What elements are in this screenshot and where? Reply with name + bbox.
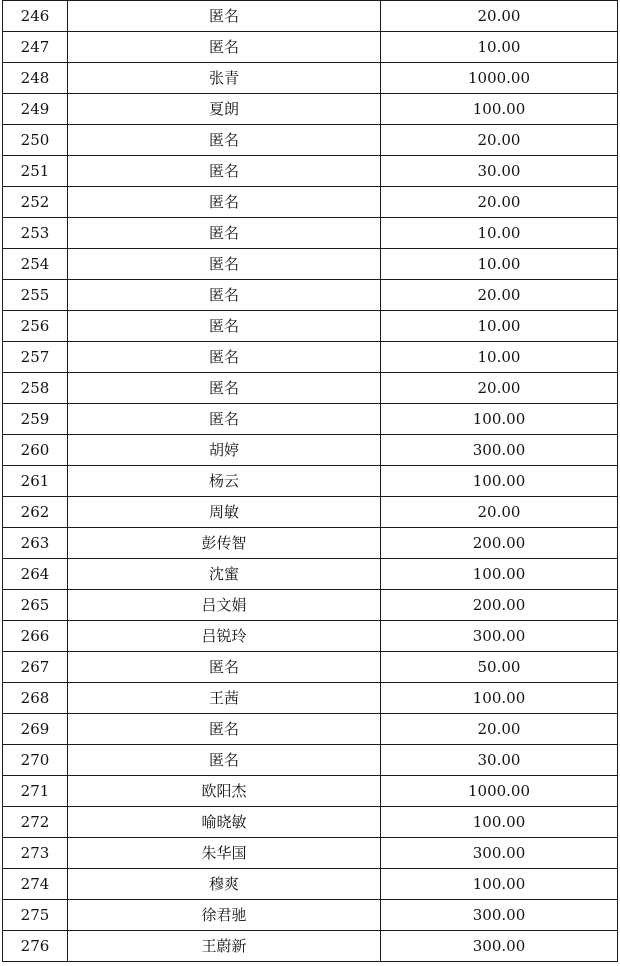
table-row [3, 187, 618, 218]
row-number-cell: 257 [3, 342, 68, 373]
row-number-cell: 273 [3, 838, 68, 869]
donor-name-cell: 徐君驰 [68, 900, 381, 931]
amount-cell: 10.00 [381, 311, 618, 342]
amount-cell: 20.00 [381, 714, 618, 745]
donor-name-cell: 匿名 [68, 218, 381, 249]
row-number-cell: 270 [3, 745, 68, 776]
amount-cell: 300.00 [381, 838, 618, 869]
donor-name-cell: 沈蜜 [68, 559, 381, 590]
table-row [3, 900, 618, 931]
donor-name-cell: 匿名 [68, 1, 381, 32]
donor-name-cell: 朱华国 [68, 838, 381, 869]
table-row [3, 125, 618, 156]
table-row [3, 652, 618, 683]
row-number-cell: 247 [3, 32, 68, 63]
table-row [3, 528, 618, 559]
donor-name-cell: 匿名 [68, 311, 381, 342]
amount-cell: 10.00 [381, 249, 618, 280]
row-number-cell: 271 [3, 776, 68, 807]
table-row [3, 466, 618, 497]
donor-name-cell: 匿名 [68, 249, 381, 280]
amount-cell: 100.00 [381, 869, 618, 900]
row-number-cell: 253 [3, 218, 68, 249]
donor-name-cell: 张青 [68, 63, 381, 94]
table-row [3, 94, 618, 125]
row-number-cell: 263 [3, 528, 68, 559]
table-row [3, 776, 618, 807]
amount-cell: 300.00 [381, 435, 618, 466]
donor-name-cell: 杨云 [68, 466, 381, 497]
donor-name-cell: 吕文娟 [68, 590, 381, 621]
row-number-cell: 252 [3, 187, 68, 218]
donor-name-cell: 王茜 [68, 683, 381, 714]
amount-cell: 100.00 [381, 466, 618, 497]
row-number-cell: 259 [3, 404, 68, 435]
amount-cell: 20.00 [381, 497, 618, 528]
donor-name-cell: 吕锐玲 [68, 621, 381, 652]
amount-cell: 100.00 [381, 683, 618, 714]
row-number-cell: 258 [3, 373, 68, 404]
donor-name-cell: 匿名 [68, 652, 381, 683]
amount-cell: 100.00 [381, 807, 618, 838]
amount-cell: 30.00 [381, 156, 618, 187]
table-row [3, 156, 618, 187]
amount-cell: 20.00 [381, 125, 618, 156]
amount-cell: 100.00 [381, 404, 618, 435]
donor-name-cell: 胡婷 [68, 435, 381, 466]
amount-cell: 30.00 [381, 745, 618, 776]
row-number-cell: 276 [3, 931, 68, 962]
table-row [3, 745, 618, 776]
table-row [3, 683, 618, 714]
table-row [3, 838, 618, 869]
table-row [3, 559, 618, 590]
table-row [3, 1, 618, 32]
row-number-cell: 269 [3, 714, 68, 745]
amount-cell: 10.00 [381, 218, 618, 249]
donor-name-cell: 匿名 [68, 714, 381, 745]
row-number-cell: 248 [3, 63, 68, 94]
donor-name-cell: 匿名 [68, 125, 381, 156]
row-number-cell: 255 [3, 280, 68, 311]
donor-name-cell: 匿名 [68, 187, 381, 218]
row-number-cell: 249 [3, 94, 68, 125]
donor-name-cell: 匿名 [68, 342, 381, 373]
row-number-cell: 251 [3, 156, 68, 187]
amount-cell: 300.00 [381, 931, 618, 962]
amount-cell: 200.00 [381, 528, 618, 559]
table-row [3, 218, 618, 249]
donation-table-body [3, 1, 618, 962]
amount-cell: 200.00 [381, 590, 618, 621]
row-number-cell: 274 [3, 869, 68, 900]
row-number-cell: 267 [3, 652, 68, 683]
row-number-cell: 265 [3, 590, 68, 621]
donor-name-cell: 周敏 [68, 497, 381, 528]
table-row [3, 807, 618, 838]
donor-name-cell: 匿名 [68, 32, 381, 63]
donation-list-sheet [2, 0, 614, 962]
row-number-cell: 254 [3, 249, 68, 280]
table-row [3, 621, 618, 652]
amount-cell: 20.00 [381, 373, 618, 404]
amount-cell: 20.00 [381, 187, 618, 218]
table-row [3, 931, 618, 962]
table-row [3, 342, 618, 373]
amount-cell: 10.00 [381, 32, 618, 63]
row-number-cell: 262 [3, 497, 68, 528]
table-row [3, 590, 618, 621]
amount-cell: 10.00 [381, 342, 618, 373]
table-row [3, 497, 618, 528]
table-row [3, 404, 618, 435]
donation-table [2, 0, 618, 962]
donor-name-cell: 穆爽 [68, 869, 381, 900]
amount-cell: 300.00 [381, 900, 618, 931]
amount-cell: 1000.00 [381, 63, 618, 94]
row-number-cell: 260 [3, 435, 68, 466]
donor-name-cell: 欧阳杰 [68, 776, 381, 807]
table-row [3, 714, 618, 745]
donor-name-cell: 匿名 [68, 373, 381, 404]
amount-cell: 20.00 [381, 1, 618, 32]
donor-name-cell: 匿名 [68, 156, 381, 187]
amount-cell: 100.00 [381, 94, 618, 125]
row-number-cell: 268 [3, 683, 68, 714]
table-row [3, 32, 618, 63]
donor-name-cell: 匿名 [68, 280, 381, 311]
table-row [3, 63, 618, 94]
donor-name-cell: 匿名 [68, 745, 381, 776]
table-row [3, 249, 618, 280]
amount-cell: 1000.00 [381, 776, 618, 807]
row-number-cell: 256 [3, 311, 68, 342]
amount-cell: 100.00 [381, 559, 618, 590]
row-number-cell: 261 [3, 466, 68, 497]
row-number-cell: 266 [3, 621, 68, 652]
table-row [3, 311, 618, 342]
donor-name-cell: 喻晓敏 [68, 807, 381, 838]
table-row [3, 373, 618, 404]
amount-cell: 20.00 [381, 280, 618, 311]
donor-name-cell: 匿名 [68, 404, 381, 435]
donor-name-cell: 夏朗 [68, 94, 381, 125]
table-row [3, 435, 618, 466]
amount-cell: 50.00 [381, 652, 618, 683]
row-number-cell: 272 [3, 807, 68, 838]
donor-name-cell: 王蔚新 [68, 931, 381, 962]
row-number-cell: 264 [3, 559, 68, 590]
row-number-cell: 275 [3, 900, 68, 931]
donor-name-cell: 彭传智 [68, 528, 381, 559]
row-number-cell: 246 [3, 1, 68, 32]
table-row [3, 869, 618, 900]
table-row [3, 280, 618, 311]
row-number-cell: 250 [3, 125, 68, 156]
amount-cell: 300.00 [381, 621, 618, 652]
